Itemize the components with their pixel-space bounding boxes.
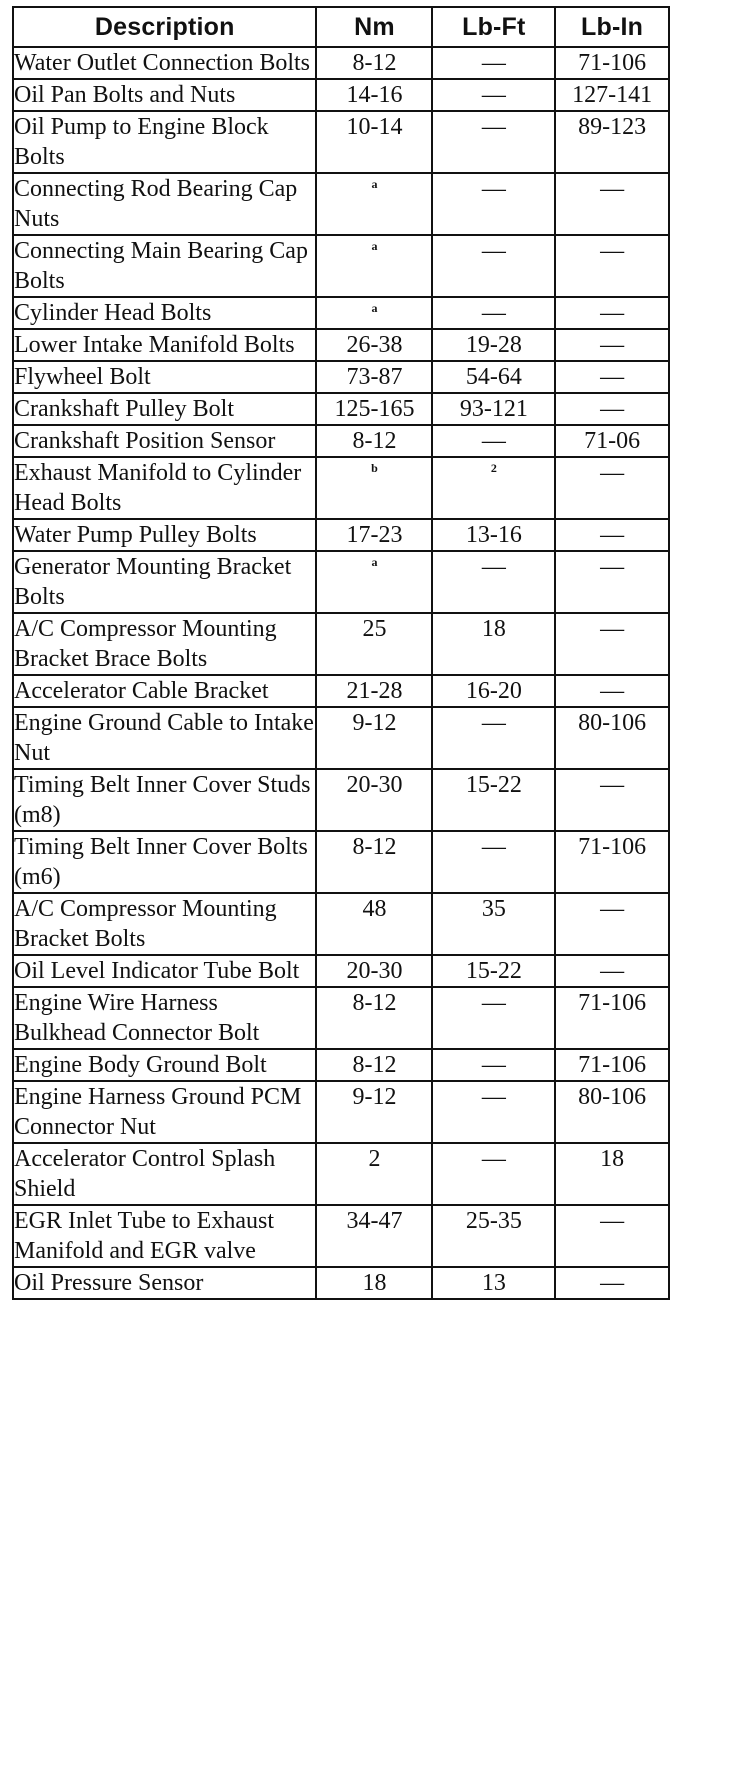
row-description: Connecting Main Bearing Cap Bolts xyxy=(14,238,308,294)
cell-lbin xyxy=(555,613,669,675)
cell-nm xyxy=(316,47,432,79)
row-value-nm: 25 xyxy=(362,616,387,642)
row-value-lbft: — xyxy=(481,114,506,140)
cell-lbft xyxy=(432,1143,555,1205)
row-value-nm: 48 xyxy=(362,896,387,922)
row-value-lbin: — xyxy=(600,616,625,642)
cell-lbft xyxy=(432,329,555,361)
row-description: Accelerator Control Splash Shield xyxy=(14,1146,276,1202)
row-description: Generator Mounting Bracket Bolts xyxy=(14,554,292,610)
cell-lbft xyxy=(432,987,555,1049)
cell-lbft xyxy=(432,1205,555,1267)
cell-lbin xyxy=(555,361,669,393)
row-value-lbft: 93-121 xyxy=(459,396,528,422)
cell-lbin xyxy=(555,329,669,361)
row-value-nm: 8-12 xyxy=(352,834,397,860)
cell-nm xyxy=(316,831,432,893)
row-value-nm: 20-30 xyxy=(346,772,403,798)
cell-description xyxy=(13,707,316,769)
row-value-nm: b xyxy=(371,461,378,475)
cell-lbin xyxy=(555,79,669,111)
cell-lbft xyxy=(432,955,555,987)
table-row xyxy=(13,707,669,769)
cell-lbin xyxy=(555,551,669,613)
table-row xyxy=(13,111,669,173)
row-value-lbft: — xyxy=(481,710,506,736)
row-description: Exhaust Manifold to Cylinder Head Bolts xyxy=(14,460,302,516)
row-value-lbin: — xyxy=(600,460,625,486)
cell-lbft xyxy=(432,361,555,393)
cell-description xyxy=(13,235,316,297)
cell-lbft xyxy=(432,235,555,297)
row-description: Accelerator Cable Bracket xyxy=(14,678,269,704)
cell-nm xyxy=(316,457,432,519)
table-row xyxy=(13,893,669,955)
table-row xyxy=(13,675,669,707)
row-value-lbin: — xyxy=(600,1270,625,1296)
row-value-lbft: 2 xyxy=(490,461,497,475)
table-row xyxy=(13,361,669,393)
cell-description xyxy=(13,519,316,551)
row-description: Engine Ground Cable to Intake Nut xyxy=(14,710,314,766)
cell-nm xyxy=(316,329,432,361)
table-row xyxy=(13,329,669,361)
cell-lbin xyxy=(555,1267,669,1299)
row-value-lbin: — xyxy=(600,176,625,202)
row-value-lbin: 18 xyxy=(600,1146,625,1172)
row-description: Crankshaft Position Sensor xyxy=(14,428,276,454)
row-value-nm: 9-12 xyxy=(352,1084,397,1110)
cell-description xyxy=(13,329,316,361)
torque-spec-table xyxy=(12,6,670,1300)
cell-description xyxy=(13,769,316,831)
row-value-nm: 20-30 xyxy=(346,958,403,984)
row-value-nm: 14-16 xyxy=(346,82,403,108)
cell-description xyxy=(13,361,316,393)
cell-nm xyxy=(316,393,432,425)
row-description: Oil Pump to Engine Block Bolts xyxy=(14,114,269,170)
table-row xyxy=(13,769,669,831)
header-nm: Nm xyxy=(316,7,432,47)
row-value-nm: 8-12 xyxy=(352,428,397,454)
row-value-lbft: — xyxy=(481,1146,506,1172)
row-value-lbin: — xyxy=(600,364,625,390)
row-value-lbin: 127-141 xyxy=(572,82,653,108)
row-value-nm: 8-12 xyxy=(352,50,397,76)
row-value-lbft: — xyxy=(481,1084,506,1110)
table-row xyxy=(13,297,669,329)
row-value-nm: 21-28 xyxy=(346,678,403,704)
table-row xyxy=(13,519,669,551)
row-value-nm: a xyxy=(371,239,378,253)
table-row xyxy=(13,1049,669,1081)
row-value-lbin: — xyxy=(600,1208,625,1234)
row-value-lbft: 35 xyxy=(481,896,506,922)
row-value-lbin: — xyxy=(600,522,625,548)
row-value-lbin: — xyxy=(600,554,625,580)
cell-lbin xyxy=(555,235,669,297)
cell-description xyxy=(13,1049,316,1081)
cell-lbft xyxy=(432,457,555,519)
cell-lbin xyxy=(555,47,669,79)
cell-lbin xyxy=(555,987,669,1049)
cell-description xyxy=(13,79,316,111)
cell-description xyxy=(13,1081,316,1143)
cell-nm xyxy=(316,361,432,393)
row-value-nm: 9-12 xyxy=(352,710,397,736)
row-value-nm: 8-12 xyxy=(352,1052,397,1078)
cell-description xyxy=(13,831,316,893)
row-description: Engine Wire Harness Bulkhead Connector Bolt xyxy=(14,990,260,1046)
cell-nm xyxy=(316,235,432,297)
row-description: Water Pump Pulley Bolts xyxy=(14,522,257,548)
row-value-lbft: 15-22 xyxy=(465,958,522,984)
row-value-nm: 17-23 xyxy=(346,522,403,548)
row-value-nm: 73-87 xyxy=(346,364,403,390)
row-value-lbin: 71-106 xyxy=(578,50,647,76)
row-value-lbft: — xyxy=(481,428,506,454)
cell-lbft xyxy=(432,111,555,173)
row-value-lbft: 13 xyxy=(481,1270,506,1296)
cell-lbin xyxy=(555,1143,669,1205)
row-description: Timing Belt Inner Cover Bolts (m6) xyxy=(14,834,308,890)
cell-lbin xyxy=(555,1049,669,1081)
cell-description xyxy=(13,551,316,613)
cell-description xyxy=(13,393,316,425)
cell-description xyxy=(13,173,316,235)
cell-lbin xyxy=(555,393,669,425)
cell-nm xyxy=(316,297,432,329)
table-header xyxy=(13,7,669,47)
row-value-lbin: — xyxy=(600,300,625,326)
cell-nm xyxy=(316,425,432,457)
row-value-lbin: 71-106 xyxy=(578,1052,647,1078)
row-value-lbft: 16-20 xyxy=(465,678,522,704)
row-value-lbft: — xyxy=(481,1052,506,1078)
cell-lbft xyxy=(432,831,555,893)
row-value-nm: a xyxy=(371,555,378,569)
cell-nm xyxy=(316,519,432,551)
table-row xyxy=(13,1267,669,1299)
table-row xyxy=(13,457,669,519)
row-value-lbft: 25-35 xyxy=(465,1208,522,1234)
row-value-lbin: — xyxy=(600,772,625,798)
cell-nm xyxy=(316,111,432,173)
row-description: Water Outlet Connection Bolts xyxy=(14,50,311,76)
cell-nm xyxy=(316,1049,432,1081)
cell-nm xyxy=(316,955,432,987)
header-lbft: Lb-Ft xyxy=(432,7,555,47)
row-value-lbin: — xyxy=(600,238,625,264)
cell-lbft xyxy=(432,173,555,235)
row-value-nm: 125-165 xyxy=(334,396,415,422)
cell-description xyxy=(13,955,316,987)
row-value-lbin: 71-106 xyxy=(578,990,647,1016)
cell-nm xyxy=(316,893,432,955)
row-description: Lower Intake Manifold Bolts xyxy=(14,332,295,358)
row-description: Oil Pressure Sensor xyxy=(14,1270,204,1296)
cell-lbin xyxy=(555,457,669,519)
header-lbin: Lb-In xyxy=(555,7,669,47)
row-value-nm: 8-12 xyxy=(352,990,397,1016)
row-description: Flywheel Bolt xyxy=(14,364,151,390)
header-description: Description xyxy=(13,7,316,47)
row-value-lbft: — xyxy=(481,50,506,76)
table-row xyxy=(13,425,669,457)
row-value-lbft: — xyxy=(481,834,506,860)
cell-lbft xyxy=(432,393,555,425)
cell-lbin xyxy=(555,707,669,769)
cell-lbin xyxy=(555,111,669,173)
row-value-nm: 10-14 xyxy=(346,114,403,140)
cell-nm xyxy=(316,551,432,613)
cell-nm xyxy=(316,769,432,831)
cell-lbft xyxy=(432,519,555,551)
row-description: Crankshaft Pulley Bolt xyxy=(14,396,234,422)
row-value-lbin: 80-106 xyxy=(578,710,647,736)
cell-lbin xyxy=(555,519,669,551)
cell-lbin xyxy=(555,173,669,235)
table-row xyxy=(13,613,669,675)
cell-lbft xyxy=(432,675,555,707)
table-row xyxy=(13,1081,669,1143)
row-value-lbft: 54-64 xyxy=(465,364,522,390)
table-row xyxy=(13,393,669,425)
cell-lbft xyxy=(432,1049,555,1081)
cell-lbft xyxy=(432,613,555,675)
table-body xyxy=(13,47,669,1299)
row-value-lbft: — xyxy=(481,238,506,264)
row-description: Engine Harness Ground PCM Connector Nut xyxy=(14,1084,302,1140)
cell-description xyxy=(13,613,316,675)
table-row xyxy=(13,79,669,111)
row-value-lbft: — xyxy=(481,82,506,108)
table-row xyxy=(13,1205,669,1267)
row-description: Oil Pan Bolts and Nuts xyxy=(14,82,236,108)
table-row xyxy=(13,955,669,987)
cell-description xyxy=(13,987,316,1049)
row-description: A/C Compressor Mounting Bracket Bolts xyxy=(14,896,277,952)
cell-lbft xyxy=(432,893,555,955)
row-value-lbin: 71-106 xyxy=(578,834,647,860)
cell-lbin xyxy=(555,675,669,707)
cell-nm xyxy=(316,79,432,111)
row-value-lbin: — xyxy=(600,896,625,922)
cell-lbft xyxy=(432,79,555,111)
row-description: Engine Body Ground Bolt xyxy=(14,1052,267,1078)
row-description: Connecting Rod Bearing Cap Nuts xyxy=(14,176,298,232)
row-value-nm: 2 xyxy=(368,1146,381,1172)
cell-nm xyxy=(316,987,432,1049)
cell-lbin xyxy=(555,1205,669,1267)
cell-lbft xyxy=(432,1267,555,1299)
cell-description xyxy=(13,457,316,519)
row-description: EGR Inlet Tube to Exhaust Manifold and EGR valve xyxy=(14,1208,275,1264)
cell-description xyxy=(13,1143,316,1205)
row-value-lbin: 80-106 xyxy=(578,1084,647,1110)
row-value-nm: a xyxy=(371,301,378,315)
row-value-lbft: 19-28 xyxy=(465,332,522,358)
row-value-lbft: — xyxy=(481,300,506,326)
row-value-lbft: — xyxy=(481,554,506,580)
table-row xyxy=(13,831,669,893)
cell-lbft xyxy=(432,297,555,329)
cell-description xyxy=(13,47,316,79)
table-row xyxy=(13,47,669,79)
row-description: Timing Belt Inner Cover Studs (m8) xyxy=(14,772,311,828)
cell-description xyxy=(13,297,316,329)
table-row xyxy=(13,987,669,1049)
cell-lbft xyxy=(432,707,555,769)
row-value-lbft: 18 xyxy=(481,616,506,642)
cell-lbin xyxy=(555,769,669,831)
cell-nm xyxy=(316,707,432,769)
cell-lbin xyxy=(555,831,669,893)
header-row xyxy=(13,7,669,47)
row-value-lbin: — xyxy=(600,332,625,358)
cell-lbin xyxy=(555,425,669,457)
cell-nm xyxy=(316,675,432,707)
row-value-lbin: — xyxy=(600,958,625,984)
cell-lbin xyxy=(555,1081,669,1143)
cell-description xyxy=(13,425,316,457)
cell-lbft xyxy=(432,47,555,79)
cell-description xyxy=(13,111,316,173)
row-value-lbft: 15-22 xyxy=(465,772,522,798)
cell-lbft xyxy=(432,769,555,831)
cell-description xyxy=(13,1267,316,1299)
row-value-nm: 34-47 xyxy=(346,1208,403,1234)
table-row xyxy=(13,551,669,613)
cell-description xyxy=(13,893,316,955)
cell-lbin xyxy=(555,297,669,329)
cell-lbft xyxy=(432,551,555,613)
cell-lbin xyxy=(555,893,669,955)
cell-nm xyxy=(316,1205,432,1267)
cell-description xyxy=(13,675,316,707)
cell-lbin xyxy=(555,955,669,987)
table-row xyxy=(13,235,669,297)
cell-nm xyxy=(316,1143,432,1205)
cell-nm xyxy=(316,1267,432,1299)
row-value-nm: a xyxy=(371,177,378,191)
row-description: A/C Compressor Mounting Bracket Brace Bolts xyxy=(14,616,277,672)
cell-nm xyxy=(316,1081,432,1143)
row-value-lbin: 71-06 xyxy=(584,428,641,454)
row-value-lbft: — xyxy=(481,990,506,1016)
row-value-nm: 26-38 xyxy=(346,332,403,358)
cell-lbft xyxy=(432,1081,555,1143)
row-description: Cylinder Head Bolts xyxy=(14,300,212,326)
cell-nm xyxy=(316,613,432,675)
cell-description xyxy=(13,1205,316,1267)
table-row xyxy=(13,173,669,235)
row-value-lbin: — xyxy=(600,678,625,704)
row-value-nm: 18 xyxy=(362,1270,387,1296)
table-row xyxy=(13,1143,669,1205)
cell-nm xyxy=(316,173,432,235)
row-value-lbft: — xyxy=(481,176,506,202)
cell-lbft xyxy=(432,425,555,457)
row-value-lbin: 89-123 xyxy=(578,114,647,140)
row-description: Oil Level Indicator Tube Bolt xyxy=(14,958,300,984)
row-value-lbft: 13-16 xyxy=(465,522,522,548)
row-value-lbin: — xyxy=(600,396,625,422)
